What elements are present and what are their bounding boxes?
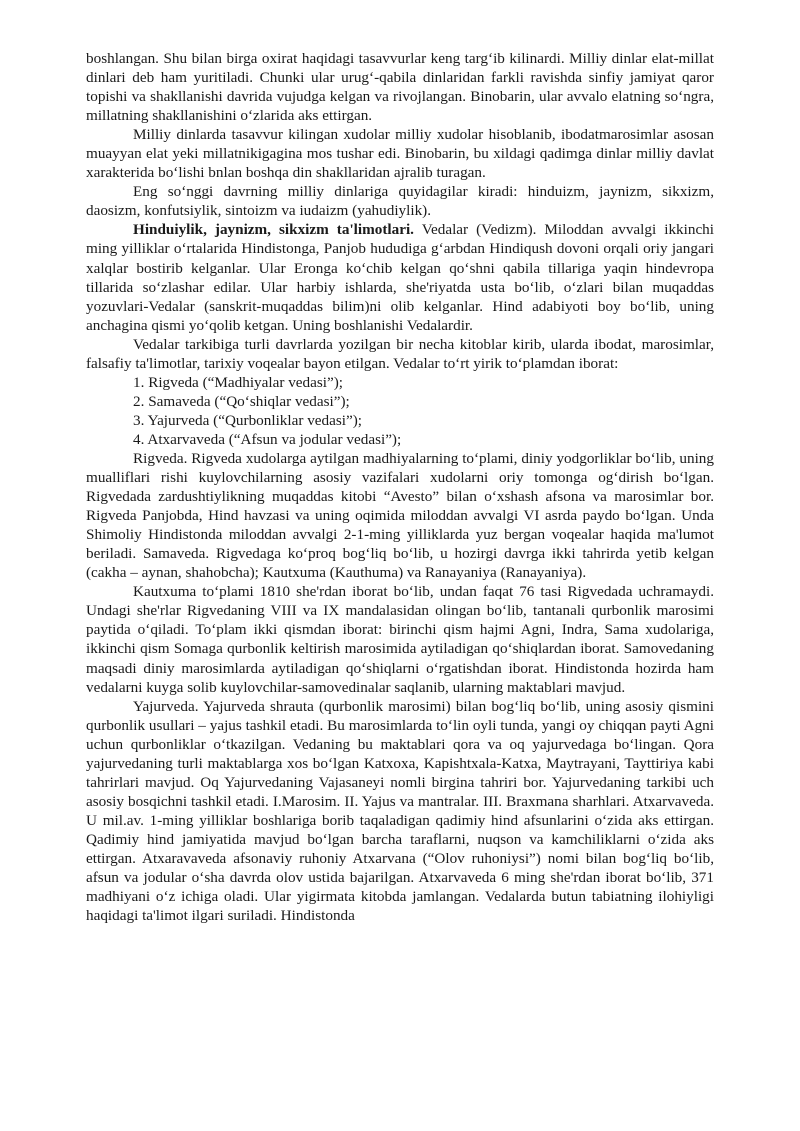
paragraph-rigveda: Rigveda. Rigveda xudolarga aytilgan madhiyalarning to‘plami, diniy yodgorliklar bo‘lib, uning mualliflari rishi kuylovchilarning asosiy vazifalari xudolarni oriy tomonga og‘dirish bo‘lgan. Rigvedada zardushtiylikning muqaddas kitobi “Avesto” bilan o‘xshash afsona va marosimlar bor. Rigveda Panjobda, Hind havzasi va uning oqimida miloddan avvalgi VI asrda paydo bo‘lgan. Unda Shimoliy Hindistonda miloddan avvalgi 2-1-ming yilliklarda yuz bergan voqealar haqida ma'lumot beriladi. Samaveda. Rigvedaga ko‘proq bog‘liq bo‘lib, u hozirgi davrga ikki tahrirda yetib kelgan (cakha – aynan, shahobcha); Kautxuma (Kauthuma) va Ranayaniya (Ranayaniya). [86, 449, 714, 582]
paragraph-hinduism-heading [86, 220, 714, 334]
paragraph-latest-religions: Eng so‘nggi davrning milliy dinlariga quyidagilar kiradi: hinduizm, jaynizm, sikxizm, daosizm, konfutsiylik, sintoizm va iudaizm (yahudiylik). [86, 183, 714, 220]
section-heading: Hinduiylik, jaynizm, sikxizm ta'limotlari. [133, 221, 414, 239]
paragraph-intro: boshlangan. Shu bilan birga oxirat haqidagi tasavvurlar keng targ‘ib kilinardi. Milliy dinlar elat-millat dinlari deb ham yuritiladi. Chunki ular urug‘-qabila dinlaridan farkli ravishda sinfiy jamiyat qaror topishi va shakllanishi davrida vujudga kelgan va rivojlangan. Binobarin, ular avvalo elatning so‘ngra, millatning shakllanishini o‘zlarida aks ettirgan. [86, 50, 714, 125]
paragraph-national-gods: Milliy dinlarda tasavvur kilingan xudolar milliy xudolar hisoblanib, ibodatmarosimlar asosan muayyan elat yeki millatnikigagina mos tushar edi. Binobarin, bu xildagi qadimga dinlar milliy davlat xarakterida bo‘lishi bnlan boshqa din shakllaridan ajralib turagan. [86, 126, 714, 182]
list-item: 2. Samaveda (“Qo‘shiqlar vedasi”); [133, 392, 350, 410]
list-item: 3. Yajurveda (“Qurbonliklar vedasi”); [133, 411, 363, 429]
paragraph-vedas-composition: Vedalar tarkibiga turli davrlarda yozilgan bir necha kitoblar kirib, ularda ibodat, marosimlar, falsafiy ta'limotlar, tarixiy voqealar bayon etilgan. Vedalar to‘rt yirik to‘plamdan iborat: [86, 335, 714, 372]
paragraph-yajurveda: Yajurveda. Yajurveda shrauta (qurbonlik marosimi) bilan bog‘liq bo‘lib, uning asosiy qismini qurbonlik usullari – yajus tashkil etadi. Bu marosimlarda to‘lin oyli tunda, yangi oy chiqqan payti Agni uchun qurbonliklar o‘tkazilgan. Vedaning bu maktablari qora va oq yajurvedaga bo‘lingan. Qora yajurvedaning turli maktablarga xos bo‘lgan Katxoxa, Kapishtxala-Katxa, Maytrayani, Tayttiriya kabi tahrirlari mavjud. Oq Yajurvedaning Vajasaneyi nomli birgina tahriri bor. Yajurvedaning tarkibi uch asosiy bosqichni tashkil etadi. I.Marosim. II. Yajus va mantralar. III. Braxmana sharhlari. Atxarvaveda. U mil.av. 1-ming yilliklar boshlariga borib taqaladigan qadimiy hind afsunlarini o‘zida aks ettirgan. Qadimiy hind jamiyatida mavjud bo‘lgan barcha taraflarni, nuqson va kamchiliklarni o‘zida aks ettirgan. Atxaravaveda afsonaviy ruhoniy Atxarvana (“Olov ruhoniysi”) nomi bilan bog‘liq bo‘lib, afsun va jodular o‘sha davrda olov ustida bajarilgan. Atxarvaveda 6 ming she'rdan iborat bo‘lib, 371 madhiyani o‘z ichiga oladi. Ular yigirmata kitobda jamlangan. Vedalarda butun tabiatning ilohiyligi haqidagi ta'limot ilgari suriladi. Hindistonda [86, 697, 714, 925]
list-item: 4. Atxarvaveda (“Afsun va jodular vedasi”); [133, 430, 402, 448]
paragraph-kautxuma: Kautxuma to‘plami 1810 she'rdan iborat bo‘lib, undan faqat 76 tasi Rigvedada uchramaydi. Undagi she'rlar Rigvedaning VIII va IX mandalasidan olingan bo‘lib, tantanali qurbonlik marosimi paytida o‘qiladi. To‘plam ikki qismdan iborat: birinchi qism hajmi Agni, Indra, Sama xudolariga, ikkinchi qism Somaga qurbonlik keltirish marosimida aytiladigan qo‘shiqlardan iborat. Samovedaning maqsadi diniy marosimlarda aytiladigan qo‘shiqlarni o‘rgatishdan iborat. Hindistonda hozirda ham vedalarni kuyga solib kuylovchilar-samovedinalar saqlanib, ularning maktablari mavjud. [86, 583, 714, 696]
list-item: 1. Rigveda (“Madhiyalar vedasi”); [133, 373, 344, 391]
paragraph-hinduism-text: Vedalar (Vedizm). Miloddan avvalgi ikkinchi ming yilliklar o‘rtalarida Hindistonga, Panjob hududiga g‘arbdan Hindiqush dovoni orqali oriy jangari xalqlar bostirib kelganlar. Ular Eronga ko‘chib kelgan qo‘shni qabila tillariga yaqin hindevropa tillarida so‘zlashar edilar. Ular harbiy ishlarda, she'riyatda usta bo‘lib, o‘zlari bilan muqaddas yozuvlari-Vedalar (sanskrit-muqaddas bilim)ni olib kelganlar. Hind adabiyoti boy bo‘lib, uning anchagina qismi yo‘qolib ketgan. Uning boshlanishi Vedalardir. [86, 221, 714, 334]
document-page [86, 49, 714, 925]
